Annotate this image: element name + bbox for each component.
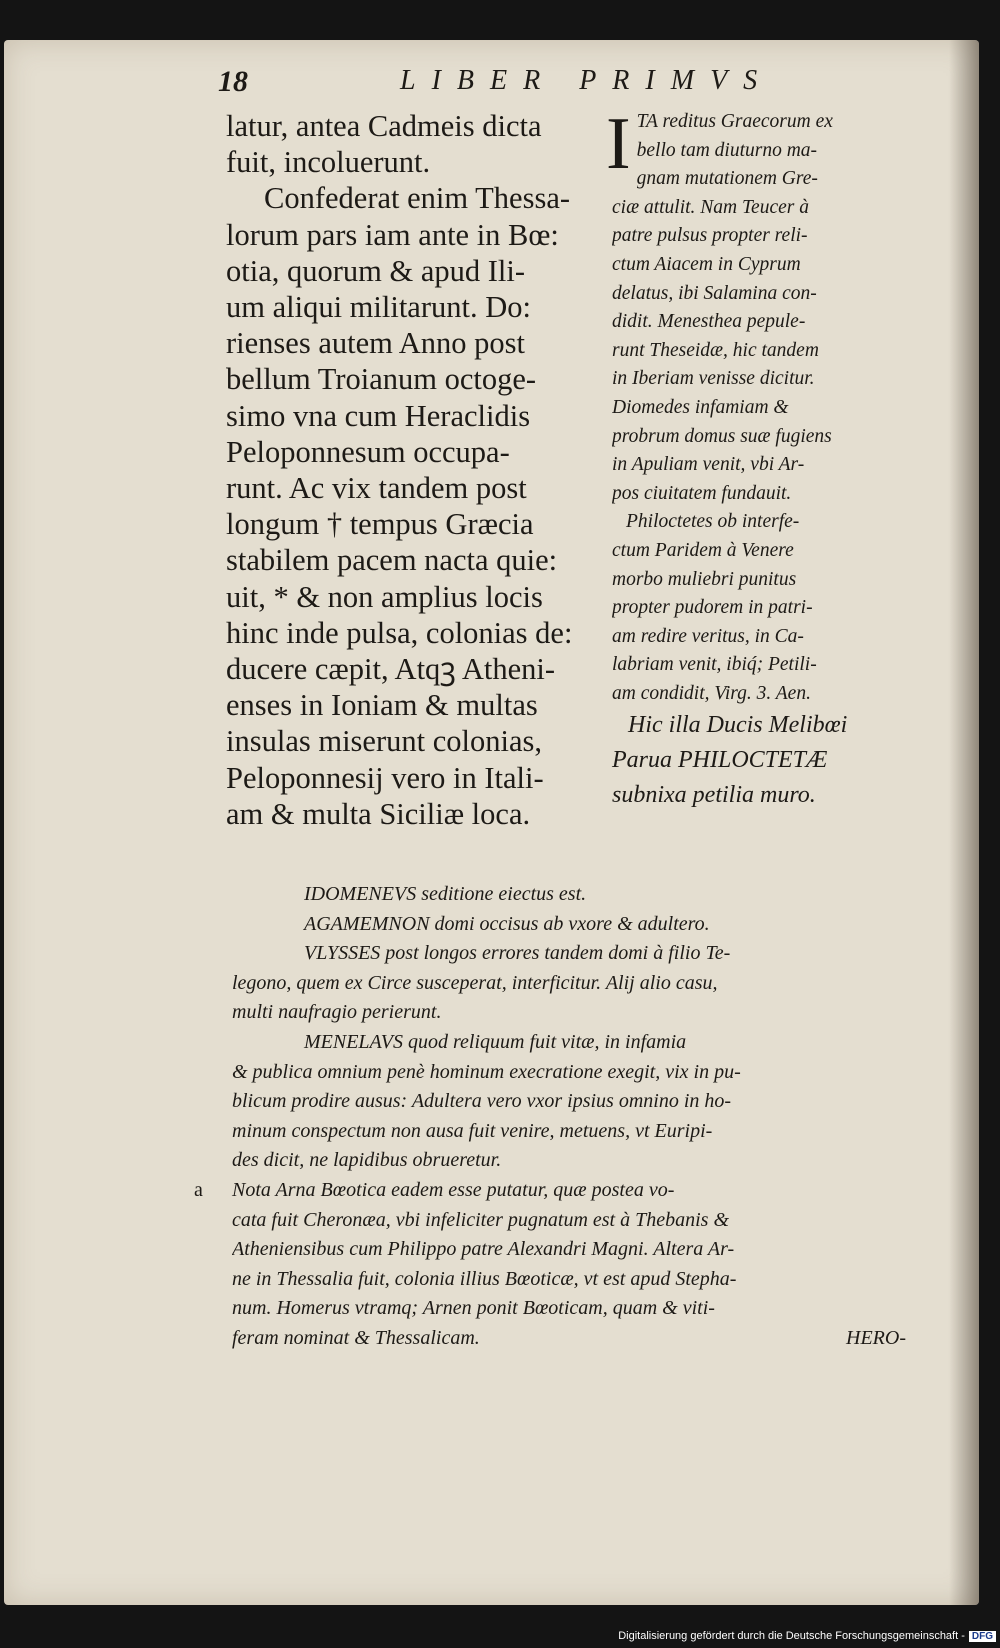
right-line: labriam venit, ibiq́; Petili- (612, 654, 817, 676)
footnote-text: Nota Arna Bœotica eadem esse putatur, quæ postea vo- (232, 1178, 675, 1201)
verse-line: subnixa petilia muro. (612, 782, 816, 809)
right-line: pos ciuitatem fundauit. (612, 482, 792, 504)
right-line: delatus, ibi Salamina con- (612, 282, 817, 304)
left-line: um aliqui militarunt. Do: (226, 290, 531, 325)
right-line: patre pulsus propter reli- (612, 225, 808, 247)
left-line: rienses autem Anno post (226, 326, 526, 361)
left-line: Peloponnesij vero in Itali- (226, 760, 544, 795)
footnote-line: ne in Thessalia fuit, colonia illius Bœoticæ, vt est apud Stepha- (232, 1267, 737, 1290)
right-line: Philoctetes ob interfe- (626, 511, 800, 533)
verse-line: Parua PHILOCTETÆ (612, 747, 828, 774)
left-line: otia, quorum & apud Ili- (226, 253, 526, 288)
footnote-line: Atheniensibus cum Philippo patre Alexandri Magni. Altera Ar- (232, 1238, 735, 1261)
right-line: bello tam diuturno ma- (636, 139, 818, 161)
left-line: fuit, incoluerunt. (226, 145, 431, 180)
right-line: am redire veritus, in Ca- (612, 625, 804, 647)
left-line: ducere cæpit, Atqꝫ Atheni- (226, 652, 555, 687)
footnote-text: feram nominat & Thessalicam. (232, 1326, 480, 1349)
lower-line: blicum prodire ausus: Adultera vero vxor ipsius omnino in ho- (232, 1090, 732, 1113)
footnote-line: num. Homerus vtramq; Arnen ponit Bœoticam, quam & viti- (232, 1297, 715, 1320)
left-line: runt. Ac vix tandem post (226, 471, 527, 506)
lower-line: minum conspectum non ausa fuit venire, metuens, vt Euripi- (232, 1119, 713, 1142)
left-line: hinc inde pulsa, colonias de: (226, 615, 573, 650)
page-header (0, 65, 1000, 105)
lower-line: multi naufragio perierunt. (232, 1001, 442, 1024)
right-line: propter pudorem in patri- (612, 597, 813, 619)
left-line: uit, * & non amplius locis (226, 579, 543, 614)
right-line: Diomedes infamiam & (612, 396, 789, 418)
lower-line: des dicit, ne lapidibus obrueretur. (232, 1149, 502, 1172)
drop-cap: I (606, 103, 631, 185)
left-line: longum † tempus Græcia (226, 507, 534, 542)
right-line: am condidit, Virg. 3. Aen. (612, 682, 811, 704)
footnote-marker: a (194, 1178, 203, 1201)
lower-line: IDOMENEVS seditione eiectus est. (304, 883, 587, 905)
lower-text-block (194, 880, 912, 1354)
catchword: HERO- (846, 1326, 906, 1349)
lower-line: MENELAVS quod reliquum fuit vitæ, in infamia (304, 1030, 687, 1053)
left-line: lorum pars iam ante in Bœ: (226, 217, 559, 252)
footnote-line (132, 1176, 912, 1206)
left-line: Peloponnesum occupa- (226, 434, 510, 469)
right-line: TA reditus Graecorum ex (636, 111, 833, 132)
left-line: simo vna cum Heraclidis (226, 398, 531, 433)
right-line: ciæ attulit. Nam Teucer à (612, 196, 809, 218)
right-line: probrum domus suæ fugiens (612, 425, 832, 447)
left-line: latur, antea Cadmeis dicta (226, 109, 542, 143)
right-line: runt Theseidæ, hic tandem (612, 339, 819, 361)
lower-line: legono, quem ex Circe susceperat, interficitur. Alij alio casu, (232, 971, 718, 994)
right-line: ctum Paridem à Venere (612, 539, 794, 561)
lower-line: AGAMEMNON domi occisus ab vxore & adultero. (304, 912, 710, 935)
right-line: ctum Aiacem in Cyprum (612, 253, 801, 275)
footnote-last-line (232, 1324, 912, 1354)
footnote-line: cata fuit Cheronæa, vbi infeliciter pugnatum est à Thebanis & (232, 1208, 730, 1231)
page-number: 18 (218, 65, 248, 98)
verse-line: Hic illa Ducis Melibœi (628, 712, 848, 739)
page-edge-shadow (949, 40, 979, 1605)
credit-text: Digitalisierung gefördert durch die Deutsche Forschungsgemeinschaft - (618, 1630, 965, 1642)
left-line: am & multa Siciliæ loca. (226, 796, 531, 831)
right-line: in Iberiam venisse dicitur. (612, 368, 815, 390)
digitization-credit (618, 1630, 996, 1642)
left-line: Confederat enim Thessa- (264, 181, 571, 216)
right-column (606, 103, 912, 813)
right-line: morbo muliebri punitus (612, 568, 797, 590)
left-line: enses in Ioniam & multas (226, 688, 538, 723)
left-line: stabilem pacem nacta quie: (226, 543, 558, 578)
lower-line: & publica omnium penè hominum execratione exegit, vix in pu- (232, 1060, 741, 1083)
lower-line: VLYSSES post longos errores tandem domi à filio Te- (304, 942, 731, 965)
dfg-logo: DFG (969, 1631, 996, 1642)
running-title: LIBER PRIMVS (400, 65, 774, 96)
left-line: bellum Troianum octoge- (226, 362, 537, 397)
right-line: in Apuliam venit, vbi Ar- (612, 454, 805, 476)
right-line: didit. Menesthea pepule- (612, 311, 806, 333)
left-line: insulas miserunt colonias, (226, 724, 542, 759)
right-line: gnam mutationem Gre- (636, 168, 818, 190)
left-column (226, 108, 586, 832)
